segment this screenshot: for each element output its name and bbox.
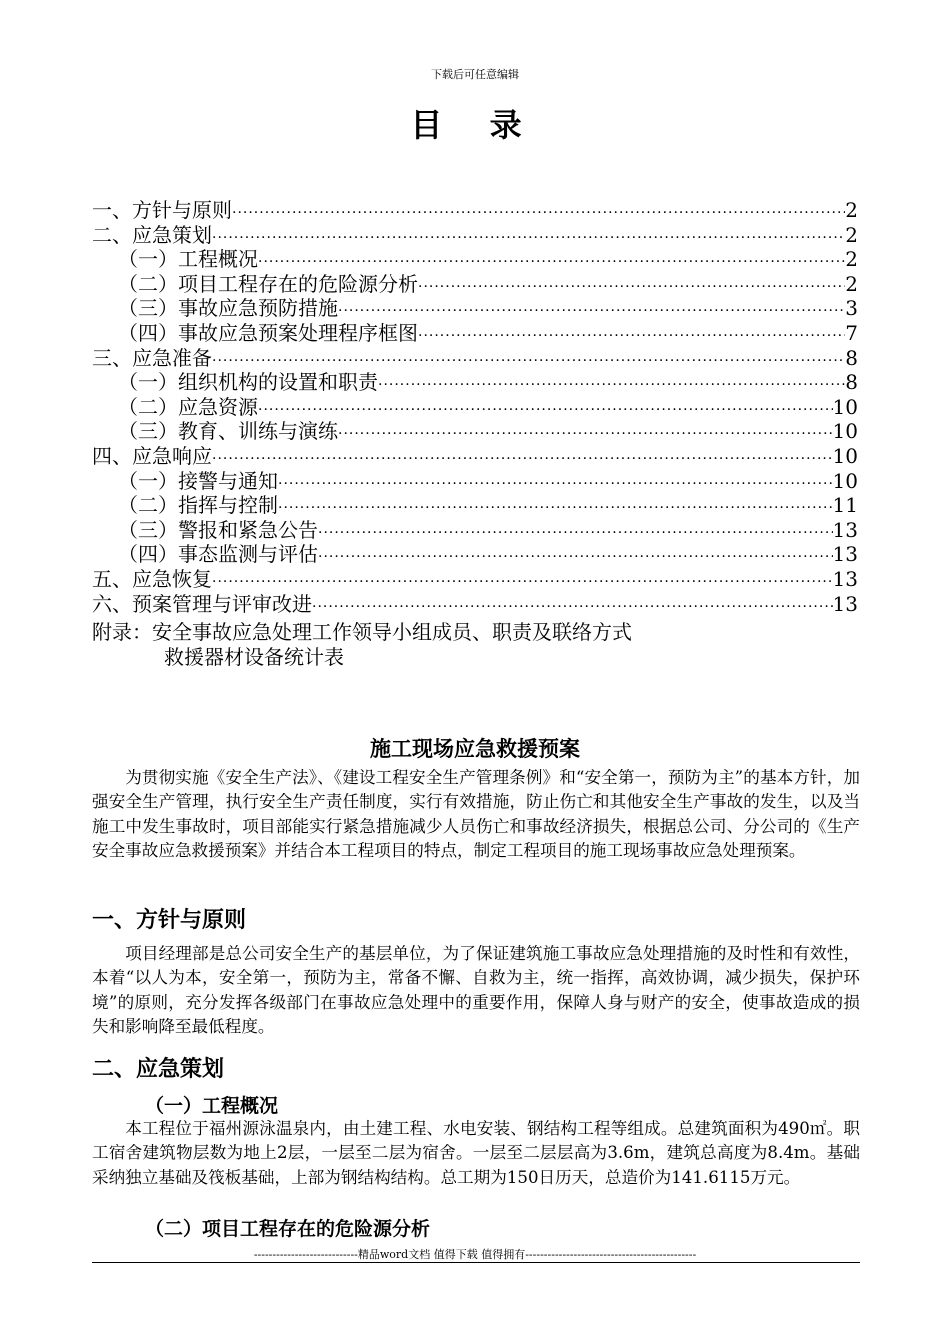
toc-entry-label: 三、应急准备	[92, 345, 212, 370]
subsection2-heading: （二）项目工程存在的危险源分析	[145, 1218, 431, 1240]
toc-entry[interactable]	[92, 346, 858, 371]
toc-title: 目 录	[410, 106, 540, 144]
toc-entry-page: 2	[845, 271, 858, 296]
toc-entry-label: （一）组织机构的设置和职责	[118, 370, 378, 395]
toc-leader-dots	[418, 324, 845, 346]
toc-leader-dots	[212, 349, 845, 371]
toc-entry-label: （二）指挥与控制	[118, 493, 278, 518]
toc-entry[interactable]	[92, 419, 858, 444]
toc-entry[interactable]	[92, 223, 858, 248]
toc-entry-page: 13	[832, 566, 858, 591]
footer-divider	[92, 1262, 860, 1263]
toc-entry-page: 8	[845, 345, 858, 370]
toc-entry[interactable]	[92, 296, 858, 321]
toc-entry-label: （四）事态监测与评估	[118, 542, 318, 567]
toc-entry-page: 2	[845, 247, 858, 272]
toc-entry-page: 13	[832, 517, 858, 542]
toc-entry-label: （三）警报和紧急公告	[118, 517, 318, 542]
table-of-contents	[92, 198, 858, 616]
toc-entry-label: （二）项目工程存在的危险源分析	[118, 271, 418, 296]
toc-entry-page: 10	[832, 419, 858, 444]
toc-entry-label: （三）事故应急预防措施	[118, 296, 338, 321]
footer-note: ----------------------------精品word文档 值得下载 值得拥有----------------------------------------------	[253, 1248, 697, 1261]
toc-entry-page: 2	[845, 198, 858, 222]
toc-entry-page: 13	[832, 591, 858, 616]
toc-appendix	[92, 620, 632, 669]
toc-entry[interactable]	[92, 542, 858, 567]
toc-leader-dots	[418, 275, 845, 297]
toc-entry[interactable]	[92, 518, 858, 543]
toc-entry[interactable]	[92, 567, 858, 592]
toc-entry-page: 7	[845, 320, 858, 345]
toc-entry[interactable]	[92, 370, 858, 395]
section2-heading: 二、应急策划	[92, 1056, 225, 1082]
toc-entry-page: 10	[832, 443, 858, 468]
toc-leader-dots	[278, 496, 833, 518]
toc-entry-page: 8	[845, 370, 858, 395]
toc-entry-label: （二）应急资源	[118, 394, 258, 419]
toc-entry[interactable]	[92, 469, 858, 494]
subsection1-heading: （一）工程概况	[145, 1095, 279, 1117]
toc-entry-page: 10	[832, 394, 858, 419]
toc-entry-label: 四、应急响应	[92, 443, 212, 468]
toc-entry[interactable]	[92, 272, 858, 297]
toc-entry[interactable]	[92, 444, 858, 469]
toc-entry-page: 10	[832, 468, 858, 493]
toc-entry-page: 11	[832, 493, 858, 518]
toc-entry-label: 二、应急策划	[92, 222, 212, 247]
toc-entry[interactable]	[92, 247, 858, 272]
toc-leader-dots	[258, 398, 833, 420]
toc-leader-dots	[258, 250, 845, 272]
toc-entry-label: （三）教育、训练与演练	[118, 419, 338, 444]
toc-entry[interactable]	[92, 321, 858, 346]
toc-entry-page: 13	[832, 542, 858, 567]
toc-leader-dots	[338, 422, 833, 444]
toc-entry-label: （一）工程概况	[118, 247, 258, 272]
subsection1-paragraph: 本工程位于福州源泳温泉内，由土建工程、水电安装、钢结构工程等组成。总建筑面积为490㎡。职工宿舍建筑物层数为地上2层，一层至二层为宿舍。一层至二层层高为3.6m，建筑总高度为8.4m。基础采纳独立基础及筏板基础，上部为钢结构结构。总工期为150日历天，总造价为141.6115万元。	[92, 1119, 860, 1187]
section1-paragraph: 项目经理部是总公司安全生产的基层单位，为了保证建筑施工事故应急处理措施的及时性和有效性，本着“以人为本，安全第一，预防为主，常备不懈、自救为主，统一指挥，高效协调，减少损失，保护环境”的原则，充分发挥各级部门在事故应急处理中的重要作用，保障人身与财产的安全，使事故造成的损失和影响降至最低程度。	[92, 944, 860, 1037]
appendix-line-2: 救援器材设备统计表	[164, 644, 344, 669]
toc-leader-dots	[278, 472, 833, 494]
toc-leader-dots	[338, 299, 845, 321]
toc-leader-dots	[212, 570, 833, 592]
toc-leader-dots	[318, 545, 833, 567]
section1-heading: 一、方针与原则	[92, 907, 247, 933]
toc-leader-dots	[212, 447, 833, 469]
toc-leader-dots	[378, 373, 845, 395]
toc-entry[interactable]	[92, 592, 858, 617]
toc-leader-dots	[312, 595, 833, 617]
toc-leader-dots	[232, 201, 845, 223]
toc-entry-label: 五、应急恢复	[92, 566, 212, 591]
toc-entry-label: （四）事故应急预案处理程序框图	[118, 320, 418, 345]
toc-entry-label: （一）接警与通知	[118, 468, 278, 493]
toc-leader-dots	[318, 521, 833, 543]
intro-paragraph: 为贯彻实施《安全生产法》、《建设工程安全生产管理条例》和“安全第一，预防为主”的基本方针，加强安全生产管理，执行安全生产责任制度，实行有效措施，防止伤亡和其他安全生产事故的发生，以及当施工中发生事故时，项目部能实行紧急措施减少人员伤亡和事故经济损失，根据总公司、分公司的《生产安全事故应急救援预案》并结合本工程项目的特点，制定工程项目的施工现场事故应急处理预案。	[92, 768, 860, 861]
toc-entry-page: 3	[845, 296, 858, 321]
header-note: 下载后可任意编辑	[431, 68, 519, 81]
toc-leader-dots	[212, 226, 845, 248]
document-title: 施工现场应急救援预案	[370, 736, 580, 761]
toc-entry-label: 六、预案管理与评审改进	[92, 591, 312, 616]
toc-entry-page: 2	[845, 222, 858, 247]
appendix-line-1: 附录：安全事故应急处理工作领导小组成员、职责及联络方式	[92, 620, 632, 644]
toc-entry[interactable]	[92, 198, 858, 223]
toc-entry[interactable]	[92, 493, 858, 518]
toc-entry[interactable]	[92, 395, 858, 420]
toc-entry-label: 一、方针与原则	[92, 198, 232, 222]
